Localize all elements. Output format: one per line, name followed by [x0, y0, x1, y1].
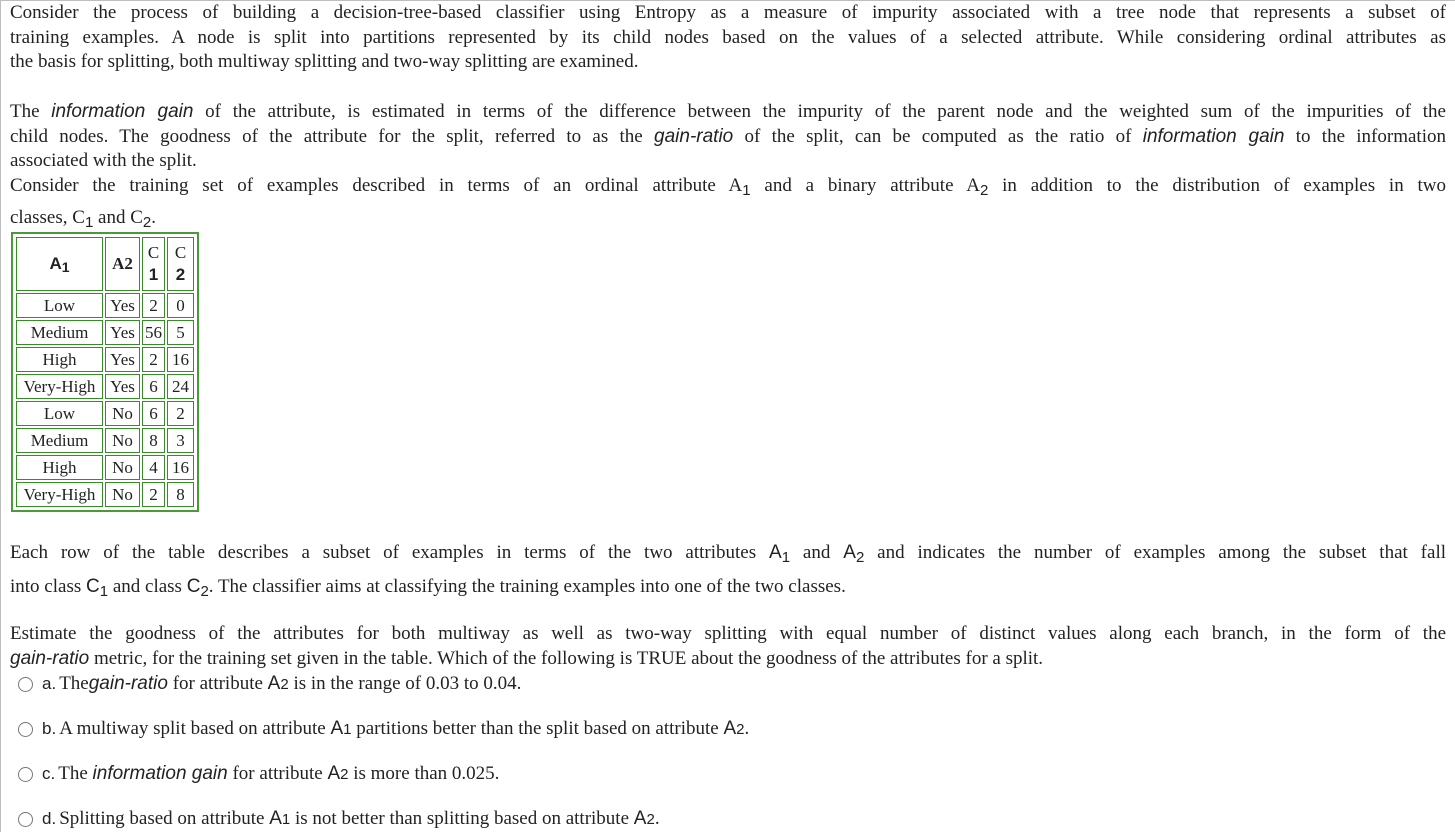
table-row: Very-High Yes 6 24 [16, 374, 194, 399]
term-information-gain: information gain [51, 101, 194, 122]
table-row: Low No 6 2 [16, 401, 194, 426]
table-row: High Yes 2 16 [16, 347, 194, 372]
definition-line-5: classes, $C_1$ and $C_2$. [10, 207, 156, 231]
left-border [0, 0, 1, 832]
term-gain-ratio: gain-ratio [10, 647, 90, 669]
option-d[interactable]: d. Splitting based on attribute A 1 is not better than splitting based on attribute A 2 . [18, 808, 660, 830]
radio-button-icon[interactable] [18, 722, 33, 737]
task-line-1: Estimate the goodness of the attributes for both multiway as well as two-way splitting with equal number of distinct values along each branch, in the form of the [10, 623, 1446, 644]
radio-button-icon[interactable] [18, 812, 33, 827]
radio-button-icon[interactable] [18, 767, 33, 782]
intro-line-3: the basis for splitting, both multiway splitting and two-way splitting are examined. [10, 51, 639, 72]
definition-line-1: The information gain of the attribute, is estimated in terms of the difference between the impurity of the parent node and the weighted sum of the impurities of the [10, 101, 1446, 122]
term-information-gain: information gain [1142, 125, 1285, 147]
table-row: Very-High No 2 8 [16, 482, 194, 507]
intro-line-2: training examples. A node is split into partitions represented by its child nodes based on the values of a selected attribute. While considering ordinal attributes as [10, 26, 1446, 48]
training-set-table [11, 232, 199, 512]
option-c[interactable]: c. The information gain for attribute A 2 is more than 0.025. [18, 763, 499, 785]
table-row: Medium Yes 56 5 [16, 320, 194, 345]
table-row: Medium No 8 3 [16, 428, 194, 453]
task-line-2: gain-ratio metric, for the training set given in the table. Which of the following is TRUE about the goodness of the attributes for a split. [10, 647, 1044, 669]
definition-line-3: associated with the split. [10, 150, 197, 171]
table-row: High No 4 16 [16, 455, 194, 480]
option-b[interactable]: b. A multiway split based on attribute A 1 partitions better than the split based on attribute A 2 . [18, 718, 749, 740]
table-description-line-2: into class $C_1$ and class $C_2$. The classifier aims at classifying the training examples into one of the two classes. [10, 576, 846, 600]
intro-line-1: Consider the process of building a decision-tree-based classifier using Entropy as a measure of impurity associated with a tree node that represents a subset of [10, 2, 1446, 23]
header-c1: C 1 [142, 237, 165, 291]
header-c2: C 2 [167, 237, 194, 291]
task-paragraph [10, 622, 1446, 671]
header-a1: $A_1$ [16, 237, 103, 291]
table-description-line-1: Each row of the table describes a subset of examples in terms of the two attributes $A_1$ and $A_2$ and indicates the number of examples among the subset that fall [10, 542, 1446, 566]
term-gain-ratio: gain-ratio [654, 125, 734, 147]
definition-line-2: child nodes. The goodness of the attribute for the split, referred to as the gain-ratio of the split, can be computed as the ratio of information gain to the information [10, 125, 1446, 147]
definition-line-4: Consider the training set of examples described in terms of an ordinal attribute $A_1$ and a binary attribute $A_2$ in addition to the distribution of examples in two [10, 174, 1447, 199]
table-row: Low Yes 2 0 [16, 293, 194, 318]
option-a[interactable]: a. The gain-ratio for attribute A 2 is in the range of 0.03 to 0.04. [18, 673, 521, 695]
radio-button-icon[interactable] [18, 677, 33, 692]
table-description-paragraph [10, 538, 1446, 606]
intro-paragraph [10, 1, 1446, 75]
table-header-row [16, 237, 194, 291]
header-a2: A2 [105, 237, 140, 291]
definition-paragraph [10, 100, 1446, 236]
